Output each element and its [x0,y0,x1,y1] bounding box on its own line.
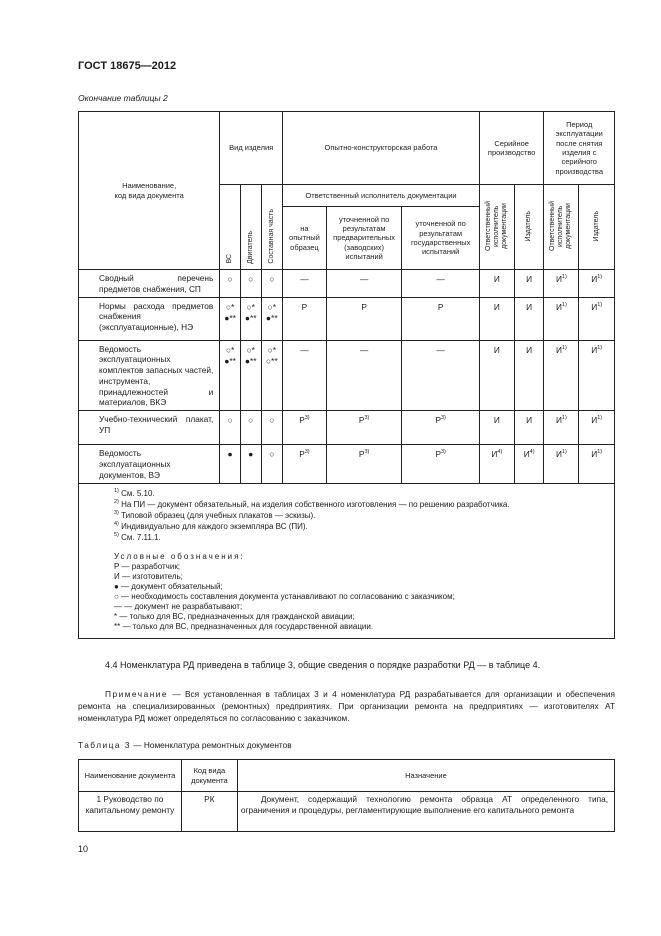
cell-state: $Р^{3)}$ [402,445,479,483]
legend-item: — — документ не разрабатывают; [114,601,243,611]
t3-header-name: Наименование документа [79,760,182,792]
cell-comp: ○ [261,411,283,445]
header-okr: Опытно-конструкторская работа [283,112,480,185]
cell-p-r: $И^{1)}$ [544,270,579,298]
table-row [79,411,615,445]
table2-caption: Окончание таблицы 2 [78,93,168,103]
footnote: $^{3)}$ Типовой образец (для учебных плакатов — эскизы). [114,509,316,520]
cell-pre: — [326,270,402,298]
table-row [79,340,615,411]
cell-eng: ○* ●** [240,340,261,411]
t3-row-purpose: Документ, содержащий технологию ремонта образца АТ определенного типа, ограничения и процедуры, регламентирующие выполнение его капитального ремонта [237,792,614,832]
table-row [79,270,615,298]
table-2 [78,111,615,639]
header-period-pub: Издатель [579,185,615,270]
legend-item: Р — разработчик; [114,561,181,571]
cell-proto: Р [283,297,327,340]
cell-p-p: $И^{1)}$ [579,445,615,483]
header-serial: Серийное производство [479,112,544,185]
page-number: 10 [78,844,89,854]
legend-item: * — только для ВС, предназначенных для гражданской авиации; [114,611,355,621]
cell-s-r: И [479,411,514,445]
cell-p-p: $И^{1)}$ [579,411,615,445]
cell-pre: $Р^{3)}$ [326,411,402,445]
footnote: $^{2)}$ На ПИ — документ обязательный, на изделия собственного изготовления — по решению разработчика. [114,498,510,509]
t3-row-name: 1 Руководство по капитальному ремонту [79,792,182,832]
cell-p-r: $И^{1)}$ [544,340,579,411]
note-paragraph [78,688,615,724]
cell-s-p: И [514,340,544,411]
t3-header-purpose: Назначение [237,760,614,792]
cell-eng: ○ [240,270,261,298]
cell-pre: Р [326,297,402,340]
header-period-resp: Ответственный исполнитель документации [544,185,579,270]
cell-doc-name: Ведомость эксплуатационных комплектов запасных частей, инструмента, принадлежностей и материалов, ВКЭ [79,340,220,411]
cell-state: — [402,270,479,298]
note-label: Примечание [105,689,169,699]
cell-vs: ○ [220,411,241,445]
table-row [79,297,615,340]
legend-title: Условные обозначения: [114,551,245,561]
header-serial-resp: Ответственный исполнитель документации [479,185,514,270]
cell-p-p: $И^{1)}$ [579,297,615,340]
cell-comp: ○ [261,445,283,483]
cell-s-r: И [479,297,514,340]
cell-state: $Р^{3)}$ [402,411,479,445]
standard-title: ГОСТ 18675—2012 [78,60,177,72]
footnote: $^{5)}$ См. 7.11.1. [114,531,161,542]
header-refined-prelim: уточненной по результатам предварительных (заводских) испытаний [326,207,402,270]
cell-vs: ○ [220,270,241,298]
cell-proto: — [283,340,327,411]
cell-comp: ○* ●** [261,297,283,340]
cell-p-r: $И^{1)}$ [544,297,579,340]
cell-vs: ○* ●** [220,297,241,340]
footnote: $^{1)}$ См. 5.10. [114,487,155,498]
legend-item: ** — только для ВС, предназначенных для государственной авиации. [114,621,374,631]
cell-doc-name: Сводный перечень предметов снабжения, СП [79,270,220,298]
cell-doc-name: Ведомость эксплуатационных документов, ВЭ [79,445,220,483]
paragraph-4-4: 4.4 Номенклатура РД приведена в таблице 3, общие сведения о порядке разработки РД — в таблице 4. [105,660,541,670]
cell-p-r: $И^{1)}$ [544,445,579,483]
cell-state: — [402,340,479,411]
header-engine: Двигатель [240,185,261,270]
cell-proto: $Р^{3)}$ [283,445,327,483]
header-name: Наименование, код вида документа [79,112,220,270]
cell-vs: ● [220,445,241,483]
cell-vs: ○* ●** [220,340,241,411]
cell-doc-name: Учебно-технический плакат, УП [79,411,220,445]
cell-pre: — [326,340,402,411]
footnotes-block [79,483,615,638]
cell-p-p: $И^{1)}$ [579,270,615,298]
header-prototype: на опытный образец [283,207,327,270]
cell-doc-name: Нормы расхода предметов снабжения (эксплуатационные), НЭ [79,297,220,340]
cell-comp: ○ [261,270,283,298]
note-text: — Вся установленная в таблицах 3 и 4 номенклатура РД разрабатывается для организации и обеспечения ремонта на специализированных (ремонтных) предприятиях. При организации ремонта на предприятиях — изготовителях АТ номенклатура РД может определяться по согласованию с заказчиком. [78,689,615,724]
t3-header-code: Код вида документа [181,760,237,792]
cell-proto: $Р^{3)}$ [283,411,327,445]
header-product-type: Вид изделия [220,112,283,185]
cell-s-p: $И^{4)}$ [514,445,544,483]
cell-s-p: И [514,297,544,340]
cell-proto: — [283,270,327,298]
cell-eng: ● [240,445,261,483]
header-refined-state: уточненной по результатам государственных испытаний [402,207,479,270]
table-row [79,445,615,483]
cell-state: Р [402,297,479,340]
table3-caption-label: Таблица 3 [78,740,131,750]
header-period: Период эксплуатации после снятия изделия с серийного производства [544,112,615,185]
table3-caption [78,740,292,750]
legend-item: ○ — необходимость составления документа устанавливают по согласованию с заказчиком; [114,591,455,601]
table3-caption-text: — Номенклатура ремонтных документов [130,740,292,750]
cell-p-p: $И^{1)}$ [579,340,615,411]
header-serial-pub: Издатель [514,185,544,270]
cell-pre: $Р^{3)}$ [326,445,402,483]
cell-eng: ○ [240,411,261,445]
legend-item: ● — документ обязательный; [114,581,223,591]
cell-s-r: И [479,340,514,411]
header-responsible: Ответственный исполнитель документации [283,185,480,207]
cell-s-r: И [479,270,514,298]
t3-row-code: РК [181,792,237,832]
header-vs: ВС [220,185,241,270]
cell-p-r: $И^{1)}$ [544,411,579,445]
cell-s-r: $И^{4)}$ [479,445,514,483]
cell-s-p: И [514,270,544,298]
legend-item: И — изготовитель; [114,571,183,581]
cell-s-p: И [514,411,544,445]
table-3 [78,759,615,832]
cell-comp: ○* ○** [261,340,283,411]
header-component: Составная часть [261,185,283,270]
cell-eng: ○* ●** [240,297,261,340]
footnote: $^{4)}$ Индивидуально для каждого экземпляра ВС (ПИ). [114,520,308,531]
